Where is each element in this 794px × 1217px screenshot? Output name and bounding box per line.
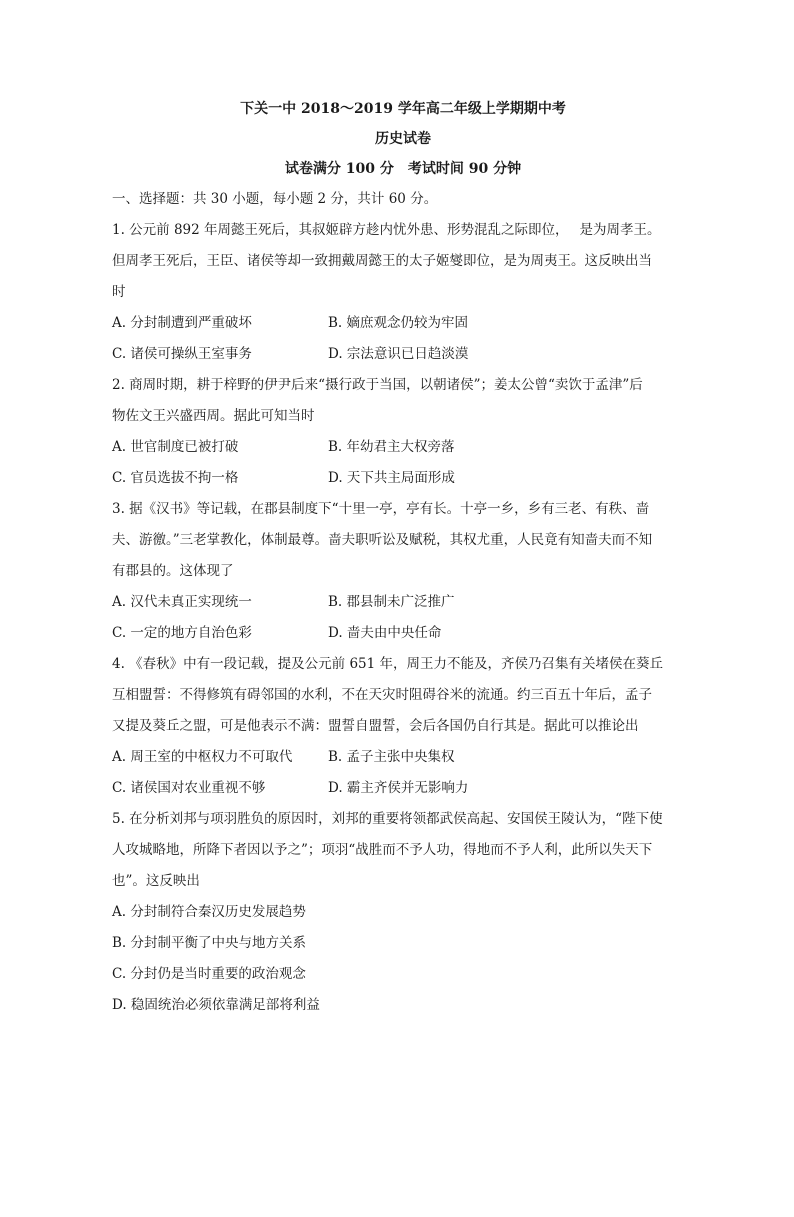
option-c: C. 一定的地方自治色彩	[112, 625, 252, 641]
option-d: D. 霸主齐侯并无影响力	[328, 780, 469, 796]
question-line: 物佐文王兴盛西周。据此可知当时	[112, 408, 315, 424]
option-a: A. 世官制度已被打破	[112, 439, 239, 455]
option-b: B. 郡县制未广泛推广	[328, 594, 455, 610]
exam-subject: 历史试卷	[375, 131, 431, 147]
question-line: 3. 据《汉书》等记载，在郡县制度下“十里一亭，亭有长。十亭一乡，乡有三老、有秩、啬	[112, 501, 650, 517]
option-a: A. 分封制遭到严重破坏	[112, 315, 252, 331]
question-line: 2. 商周时期，耕于梓野的伊尹后来“摄行政于当国，以朝诸侯”；姜太公曾“卖饮于孟津”后	[112, 377, 643, 393]
question-line: 4. 《春秋》中有一段记载，提及公元前 651 年，周王力不能及，齐侯乃召集有关堵侯在葵丘	[112, 656, 664, 672]
option-c: C. 分封仍是当时重要的政治观念	[112, 966, 306, 982]
question-1	[112, 215, 694, 370]
question-line: 人攻城略地，所降下者因以予之”；项羽“战胜而不予人功，得地而不予人利，此所以失天下	[112, 842, 653, 858]
option-a: A. 周王室的中枢权力不可取代	[112, 749, 293, 765]
option-row	[112, 587, 694, 618]
option-b: B. 年幼君主大权旁落	[328, 439, 455, 455]
option-row	[112, 339, 694, 370]
question-2	[112, 370, 694, 494]
question-line: 又提及葵丘之盟，可是他表示不满：盟誓自盟誓，会后各国仍自行其是。据此可以推论出	[112, 718, 639, 734]
option-d: D. 稳固统治必须依靠满足部将利益	[112, 997, 320, 1013]
exam-info: 试卷满分 100 分 考试时间 90 分钟	[284, 161, 522, 177]
option-row	[112, 432, 694, 463]
question-line: 1. 公元前 892 年周懿王死后，其叔姬辟方趁内忧外患、形势混乱之际即位， 是为周孝王。	[112, 222, 661, 238]
option-c: C. 诸侯可操纵王室事务	[112, 346, 252, 362]
question-5	[112, 804, 694, 1021]
option-row	[112, 773, 694, 804]
option-a: A. 汉代未真正实现统一	[112, 594, 252, 610]
option-b: B. 嫡庶观念仍较为牢固	[328, 315, 469, 331]
question-line: 有郡县的。这体现了	[112, 563, 234, 579]
option-c: C. 诸侯国对农业重视不够	[112, 780, 266, 796]
option-a: A. 分封制符合秦汉历史发展趋势	[112, 904, 306, 920]
question-line: 5. 在分析刘邦与项羽胜负的原因时，刘邦的重要将领都武侯高起、安国侯王陵认为，“陛下使	[112, 811, 663, 827]
option-b: B. 孟子主张中央集权	[328, 749, 455, 765]
question-3	[112, 494, 694, 649]
option-row	[112, 308, 694, 339]
option-row	[112, 618, 694, 649]
option-row	[112, 463, 694, 494]
option-d: D. 啬夫由中央任命	[328, 625, 442, 641]
option-d: D. 宗法意识已日趋淡漠	[328, 346, 469, 362]
option-row	[112, 742, 694, 773]
section-heading: 一、选择题：共 30 小题，每小题 2 分，共计 60 分。	[112, 191, 438, 207]
question-line: 但周孝王死后，王臣、诸侯等却一致拥戴周懿王的太子姬燮即位，是为周夷王。这反映出当	[112, 253, 652, 269]
exam-page	[0, 94, 794, 1217]
question-line: 时	[112, 284, 126, 300]
question-line: 夫、游徼。”三老掌教化，体制最尊。啬夫职听讼及赋税，其权尤重，人民竟有知啬夫而不知	[112, 532, 653, 548]
exam-title: 下关一中 2018～2019 学年高二年级上学期期中考	[240, 101, 566, 117]
question-line: 也”。这反映出	[112, 873, 200, 889]
question-4	[112, 649, 694, 804]
option-b: B. 分封制平衡了中央与地方关系	[112, 935, 307, 951]
option-c: C. 官员选拔不拘一格	[112, 470, 239, 486]
question-line: 互相盟誓：不得修筑有碍邻国的水利，不在天灾时阻碍谷米的流通。约三百五十年后，孟子	[112, 687, 652, 703]
option-d: D. 天下共主局面形成	[328, 470, 455, 486]
